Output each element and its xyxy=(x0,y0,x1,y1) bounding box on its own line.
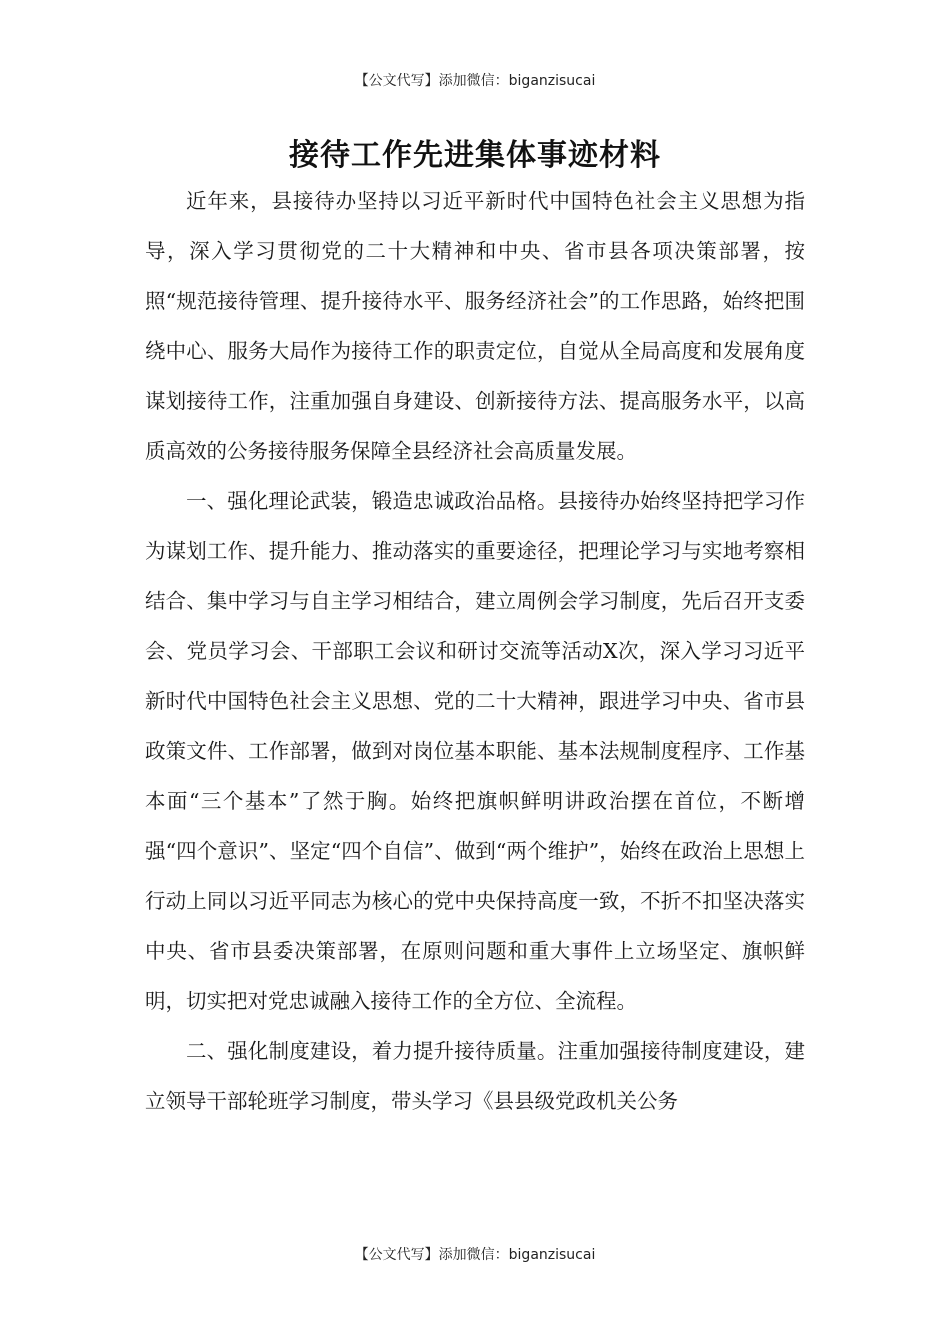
document-title: 接待工作先进集体事迹材料 xyxy=(289,138,661,173)
document-body xyxy=(145,176,805,1126)
page-header: 【公文代写】添加微信：biganzisucai xyxy=(354,73,596,89)
paragraph-section-1: 一、强化理论武装，锻造忠诚政治品格。县接待办始终坚持把学习作为谋划工作、提升能力、推动落实的重要途径，把理论学习与实地考察相结合、集中学习与自主学习相结合，建立周例会学习制度，先后召开支委会、党员学习会、干部职工会议和研讨交流等活动X次，深入学习习近平新时代中国特色社会主义思想、党的二十大精神，跟进学习中央、省市县政策文件、工作部署，做到对岗位基本职能、基本法规制度程序、工作基本面“三个基本”了然于胸。始终把旗帜鲜明讲政治摆在首位，不断增强“四个意识”、坚定“四个自信”、做到“两个维护”，始终在政治上思想上行动上同以习近平同志为核心的党中央保持高度一致，不折不扣坚决落实中央、省市县委决策部署，在原则问题和重大事件上立场坚定、旗帜鲜明，切实把对党忠诚融入接待工作的全方位、全流程。 xyxy=(145,489,805,1013)
paragraph-section-2: 二、强化制度建设，着力提升接待质量。注重加强接待制度建设，建立领导干部轮班学习制度，带头学习《县县级党政机关公务 xyxy=(145,1039,805,1113)
page-footer: 【公文代写】添加微信：biganzisucai xyxy=(354,1247,596,1263)
paragraph-intro: 近年来，县接待办坚持以习近平新时代中国特色社会主义思想为指导，深入学习贯彻党的二十大精神和中央、省市县各项决策部署，按照“规范接待管理、提升接待水平、服务经济社会”的工作思路，始终把围绕中心、服务大局作为接待工作的职责定位，自觉从全局高度和发展角度谋划接待工作，注重加强自身建设、创新接待方法、提高服务水平，以高质高效的公务接待服务保障全县经济社会高质量发展。 xyxy=(145,189,805,463)
